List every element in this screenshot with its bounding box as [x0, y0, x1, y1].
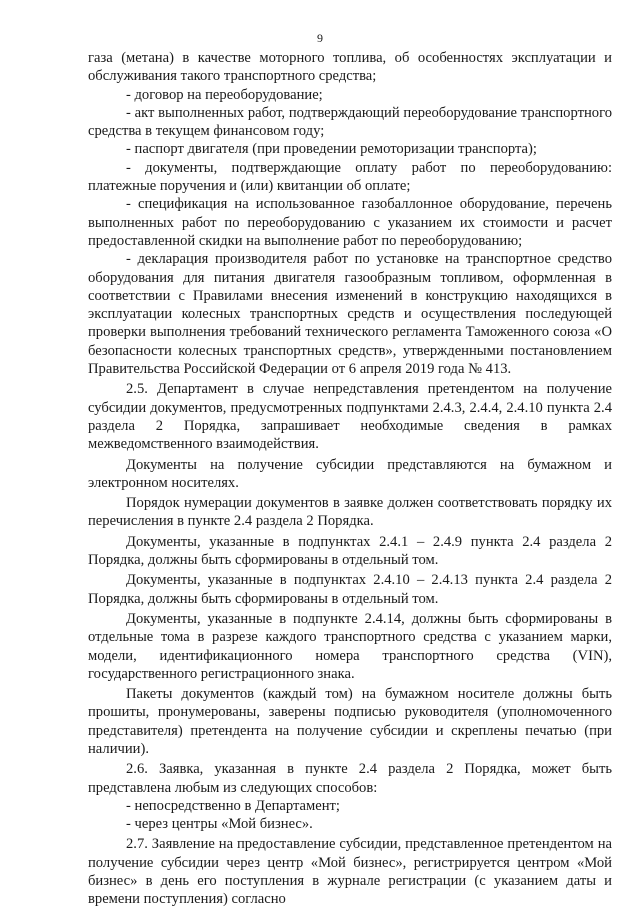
list-item: - декларация производителя работ по установке на транспортное средство оборудования для питания двигателя газообразным топливом, оформленная в соответствии с Правилами внесения изменений в конструкцию находящихся в эксплуатации колесных транспортных средств и осуществления последующей проверки выполнения требований технического регламента Таможенного союза «О безопасности колесных транспортных средств», утвержденными постановлением Правительства Российской Федерации от 6 апреля 2019 года № 413.	[88, 251, 612, 378]
paragraph: Документы на получение субсидии представляются на бумажном и электронном носителях.	[88, 456, 612, 491]
list-item: - документы, подтверждающие оплату работ по переоборудованию: платежные поручения и (или) квитанции об оплате;	[88, 159, 612, 195]
paragraph: Документы, указанные в подпунктах 2.4.10 – 2.4.13 пункта 2.4 раздела 2 Порядка, должны быть сформированы в отдельный том.	[88, 572, 612, 607]
list-item: - спецификация на использованное газобаллонное оборудование, перечень выполненных работ по переоборудованию с указанием их стоимости и расчет предоставленной скидки на выполнение работ по переоборудованию;	[88, 196, 612, 249]
paragraph: Порядок нумерации документов в заявке должен соответствовать порядку их перечисления в пункте 2.4 раздела 2 Порядка.	[88, 495, 612, 530]
list-item: - паспорт двигателя (при проведении ремоторизации транспорта);	[126, 141, 537, 158]
paragraph: газа (метана) в качестве моторного топлива, об особенностях эксплуатации и обслуживания такого транспортного средства;	[88, 50, 612, 85]
list-item: - через центры «Мой бизнес».	[126, 816, 313, 833]
paragraph: Документы, указанные в подпункте 2.4.14, должны быть сформированы в отдельные тома в разрезе каждого транспортного средства с указанием марки, модели, идентификационного номера транспортного средства (VIN), государственного регистрационного знака.	[88, 610, 612, 682]
paragraph: 2.5. Департамент в случае непредставления претендентом на получение субсидии документов, предусмотренных подпунктами 2.4.3, 2.4.4, 2.4.10 пункта 2.4 раздела 2 Порядка, запрашивает необходимые сведения в рамках межведомственного взаимодействия.	[88, 381, 612, 453]
paragraph: Пакеты документов (каждый том) на бумажном носителе должны быть прошиты, пронумерованы, заверены подписью руководителя (уполномоченного представителя) претендента на получение субсидии и скреплены печатью (при наличии).	[88, 686, 612, 757]
paragraph: 2.7. Заявление на предоставление субсидии, представленное претендентом на получение субсидии через центр «Мой бизнес», регистрируется центром «Мой бизнес» в день его поступления в журнале регистрации (с указанием даты и времени поступления) согласно	[88, 836, 612, 908]
list-item: - договор на переоборудование;	[126, 86, 323, 103]
document-body	[88, 49, 612, 909]
list-item: - акт выполненных работ, подтверждающий переоборудование транспортного средства в текущем финансовом году;	[88, 104, 612, 140]
paragraph: Документы, указанные в подпунктах 2.4.1 – 2.4.9 пункта 2.4 раздела 2 Порядка, должны быть сформированы в отдельный том.	[88, 533, 612, 569]
page-number: 9	[317, 31, 323, 45]
list-item: - непосредственно в Департамент;	[126, 797, 340, 814]
paragraph: 2.6. Заявка, указанная в пункте 2.4 раздела 2 Порядка, может быть представлена любым из следующих способов:	[88, 761, 612, 796]
